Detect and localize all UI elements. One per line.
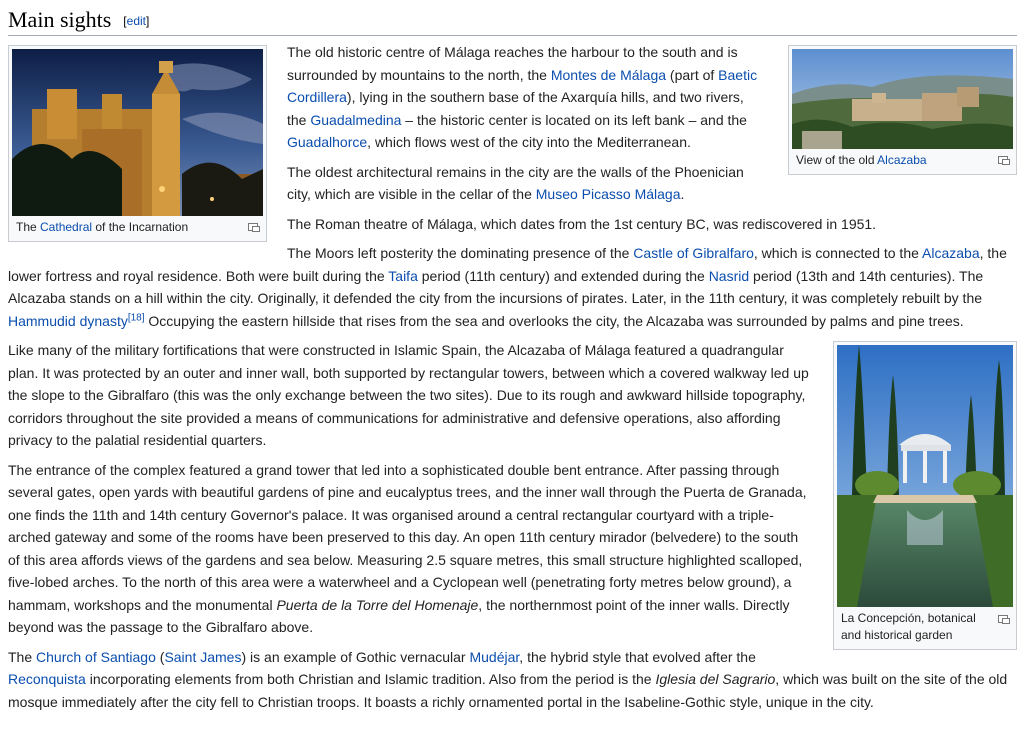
text: incorporating elements from both Christian and Islamic tradition. Also from the period is the <box>85 671 656 687</box>
link-church-of-santiago[interactable]: Church of Santiago <box>36 648 156 665</box>
text: . <box>680 186 685 202</box>
text: The oldest architectural remains in the city are the walls of the Phoenician city, which are visible in the cellar of the <box>287 163 744 202</box>
caption-garden <box>837 607 1013 646</box>
garden-image[interactable] <box>837 345 1013 607</box>
text: The Moors left posterity the dominating presence of the <box>287 245 634 261</box>
text: ( <box>155 648 165 665</box>
text: ) is an example of Gothic vernacular <box>241 648 470 665</box>
text: The <box>8 648 37 665</box>
paragraph-4 <box>8 242 1017 332</box>
text: , which flows west of the city into the Mediterranean. <box>367 134 691 150</box>
caption-text: View of the old <box>796 153 878 167</box>
link-hammudid-dynasty[interactable]: Hammudid dynasty <box>8 312 128 329</box>
paragraph-7 <box>8 646 1017 714</box>
link-montes-de-malaga[interactable]: Montes de Málaga <box>550 66 667 83</box>
caption-text: of the Incarnation <box>92 220 189 234</box>
text: , the lower fortress and royal residence. Both were built during the <box>8 245 1007 284</box>
link-museo-picasso[interactable]: Museo Picasso Málaga <box>535 186 681 202</box>
link-baetic-cordillera[interactable]: Baetic Cordillera <box>287 66 758 105</box>
link-guadalhorce[interactable]: Guadalhorce <box>287 134 368 150</box>
text: Occupying the eastern hillside that rises from the sea and overlooks the city, the Alcazaba was surrounded by palms and pine trees. <box>144 312 964 329</box>
heading-rule <box>8 35 1017 36</box>
section-title: Main sights <box>8 7 112 32</box>
link-nasrid[interactable]: Nasrid <box>708 267 750 284</box>
link-alcazaba-caption[interactable]: Alcazaba <box>877 153 927 167</box>
article-body <box>8 41 1017 720</box>
link-guadalmedina[interactable]: Guadalmedina <box>310 111 402 128</box>
link-castle-of-gibralfaro[interactable]: Castle of Gibralfaro <box>633 245 754 261</box>
text: – the historic center is located on its left bank – and the <box>401 111 747 128</box>
link-alcazaba[interactable]: Alcazaba <box>922 245 980 261</box>
caption-text: La Concepción, botanical and historical garden <box>841 611 976 642</box>
text: period (13th and 14th centuries). The Alcazaba stands on a hill within the city. Originally, it defended the city from the incursions of pirates. Later, in the 11th century, it was completely rebuilt by the <box>8 267 984 306</box>
edit-link[interactable]: edit <box>126 14 146 28</box>
enlarge-icon[interactable] <box>248 223 260 232</box>
text: period (11th century) and extended during the <box>417 267 709 284</box>
text: The Roman theatre of Málaga, which dates from the 1st century BC, was rediscovered in 1951. <box>287 215 877 232</box>
text: , the hybrid style that evolved after the <box>519 648 756 665</box>
enlarge-icon[interactable] <box>998 156 1010 165</box>
link-saint-james[interactable]: Saint James <box>164 648 242 665</box>
thumb-garden <box>833 341 1017 650</box>
caption-cathedral <box>12 216 263 238</box>
enlarge-icon[interactable] <box>998 615 1010 624</box>
edit-link-wrap: [edit] <box>123 14 150 28</box>
text: (part of <box>666 66 719 83</box>
text: ), lying in the southern base of the Axarquía hills, and two rivers, the <box>287 89 744 128</box>
reference-18[interactable]: [18] <box>127 311 145 323</box>
text: , which was built on the site of the old mosque immediately after the city fell to Christian troops. It boasts a richly ornamented portal in the Isabeline-Gothic style, unique in the city. <box>8 671 1008 710</box>
cathedral-image[interactable] <box>12 49 263 216</box>
italic-term: Puerta de la Torre del Homenaje <box>276 596 479 613</box>
thumb-cathedral <box>8 45 267 242</box>
text: , which is connected to the <box>753 245 923 261</box>
caption-alcazaba <box>792 149 1013 171</box>
text: The old historic centre of Málaga reaches the harbour to the south and is surrounded by mountains to the north, the <box>287 44 738 83</box>
link-taifa[interactable]: Taifa <box>388 267 418 284</box>
section-heading <box>8 6 149 35</box>
italic-term: Iglesia del Sagrario <box>655 671 776 687</box>
link-mudejar[interactable]: Mudéjar <box>469 648 520 665</box>
caption-text: The <box>16 220 41 234</box>
text: The entrance of the complex featured a grand tower that led into a sophisticated double bent entrance. After passing through several gates, open yards with beautiful gardens of pine and eucalyptus trees, and the inner wall through the Puerta de Granada, one finds the 11th and 14th century Governor's palace. It was organised around a central rectangular courtyard with a triple-arched gateway and some of the rooms have been preserved to this day. An open 11th century mirador (belvedere) to the south of this area affords views of the gardens and sea below. Measuring 2.5 square metres, this small structure highlighted scalloped, five-lobed arches. To the north of this area were a waterwheel and a Cyclopean well (penetrating forty metres below ground), a hammam, workshops and the monumental <box>8 461 807 613</box>
text: Like many of the military fortifications that were constructed in Islamic Spain, the Alcazaba of Málaga featured a quadrangular plan. It was protected by an outer and inner wall, both supported by rectangular towers, between which a covered walkway led up the slope to the Gibralfaro (this was the only exchange between the two sites). Due to its rough and awkward hillside topography, corridors throughout the site provided a means of communications for administrative and defensive operations, also affording privacy to the palatial residential quarters. <box>8 342 809 448</box>
text: , the northernmost point of the inner walls. Directly beyond was the passage to the Gibralfaro above. <box>8 596 790 635</box>
link-reconquista[interactable]: Reconquista <box>8 671 86 687</box>
alcazaba-image[interactable] <box>792 49 1013 149</box>
link-cathedral[interactable]: Cathedral <box>40 220 93 234</box>
thumb-alcazaba <box>788 45 1017 175</box>
